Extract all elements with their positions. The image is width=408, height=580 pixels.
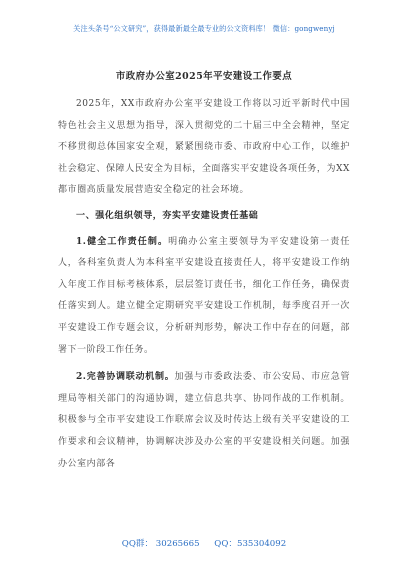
item-paragraph-2 [58, 367, 350, 475]
document-body [58, 68, 350, 475]
item-text-1: 明确办公室主要领导为平安建设第一责任人，各科室负责人为本科室平安建设直接责任人，将平安建设工作纳入年度工作目标考核体系，层层签订责任书，细化工作任务，确保责任落实到人。建立健全定期研究平安建设工作机制，每季度召开一次平安建设工作专题会议，分析研判形势，解决工作中存在的问题，部署下一阶段工作任务。 [58, 236, 350, 355]
item-text-2: 加强与市委政法委、市公安局、市应急管理局等相关部门的沟通协调，建立信息共享、协同作战的工作机制。积极参与全市平安建设工作联席会议及时传达上级有关平安建设的工作要求和会议精神，协调解决涉及办公室的平安建设相关问题。加强办公室内部各 [58, 372, 350, 469]
section-heading: 一、强化组织领导，夯实平安建设责任基础 [76, 210, 259, 221]
qq-group: QQ群： 30265665 [121, 539, 200, 549]
header-banner: 关注头条号“公文研究”，获得最新最全最专业的公文资料库！ 微信：gongwenyj [73, 24, 335, 33]
item-paragraph-1 [58, 232, 350, 362]
item-lead-1: 1.健全工作责任制。 [76, 236, 169, 247]
item-lead-2: 2.完善协调联动机制。 [76, 372, 175, 383]
footer-contact [0, 537, 408, 549]
document-title: 市政府办公室2025年平安建设工作要点 [115, 71, 293, 82]
qq-number: QQ：535304092 [214, 539, 287, 549]
intro-paragraph: 2025年，XX市政府办公室平安建设工作将以习近平新时代中国特色社会主义思想为指导，深入贯彻党的二十届三中全会精神，坚定不移贯彻总体国家安全观，紧紧围绕市委、市政府中心工作，以维护社会稳定、保障人民安全为目标，全面落实平安建设各项任务，为XX都市圈高质量发展营造安全稳定的社会环境。 [58, 99, 350, 196]
